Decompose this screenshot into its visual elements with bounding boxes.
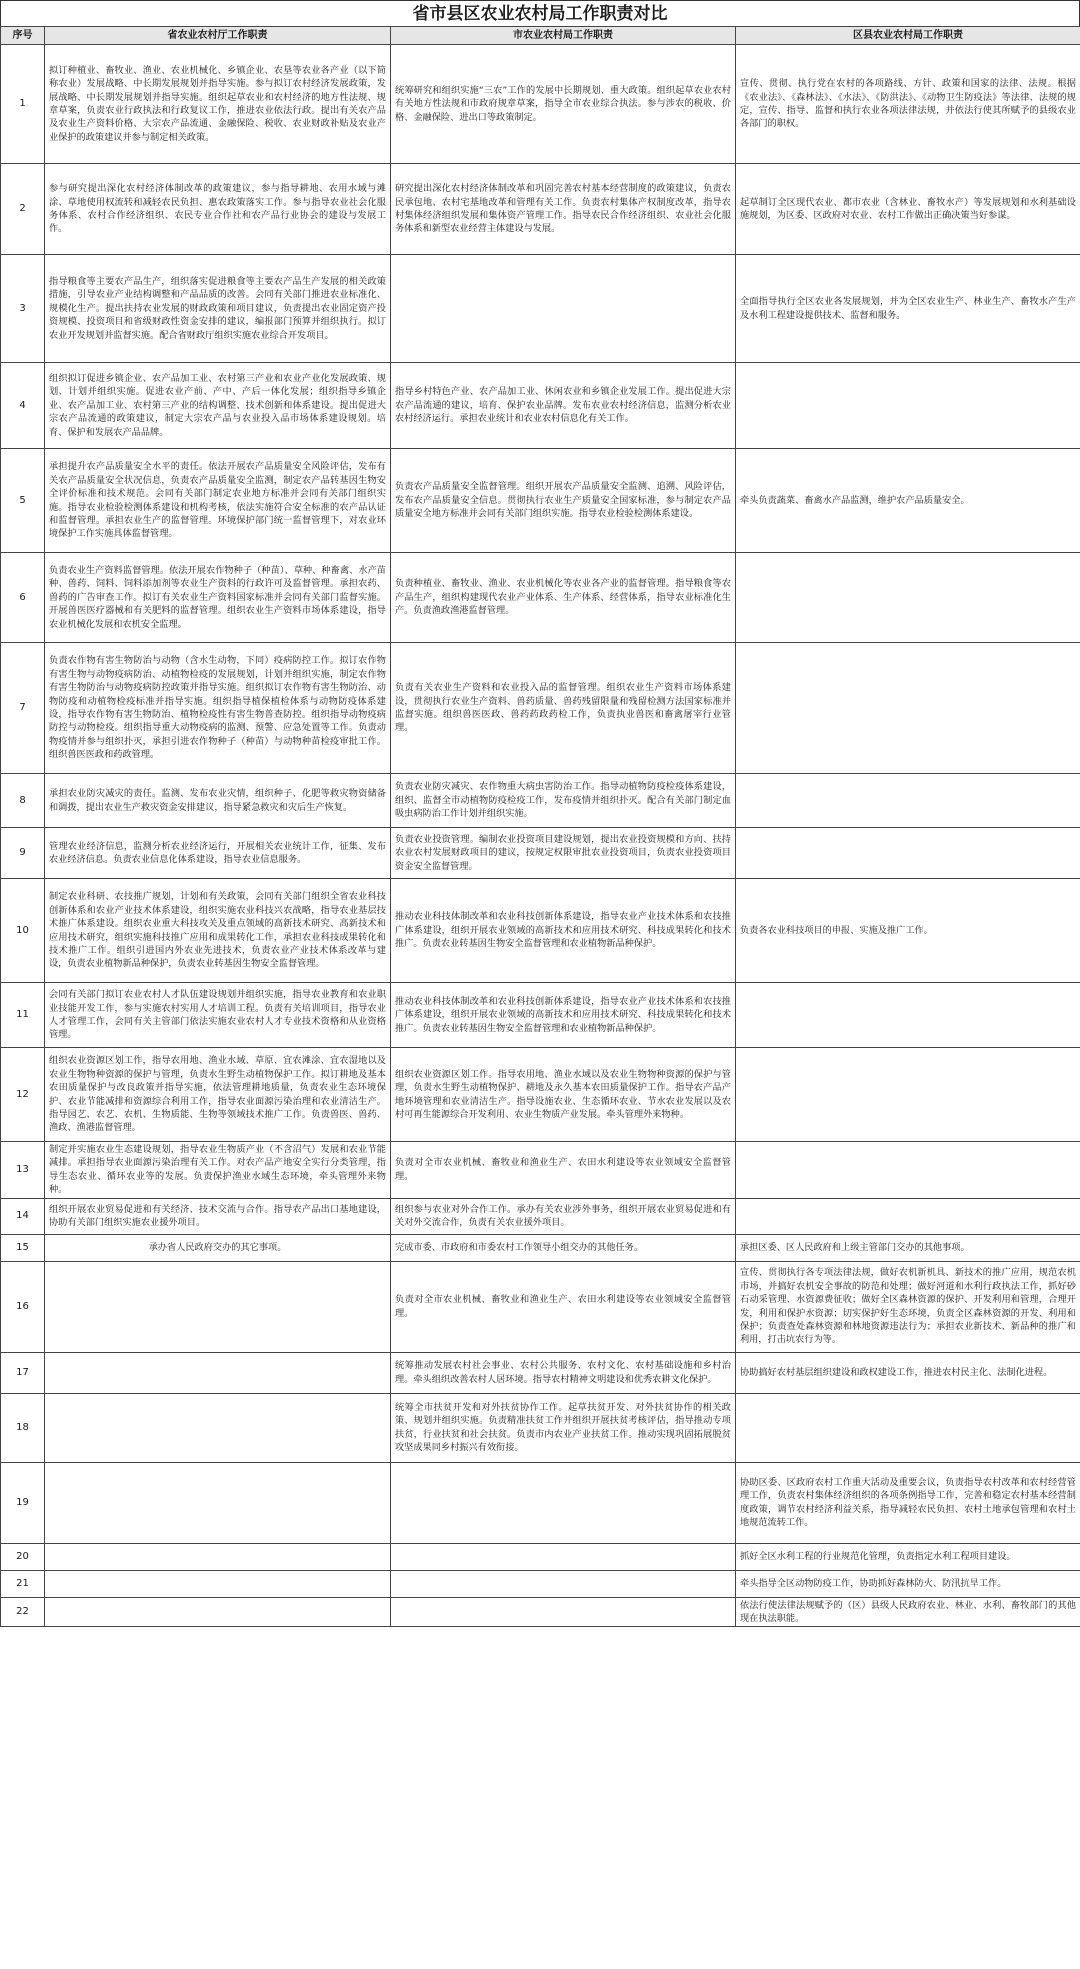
table-row [1, 774, 1080, 828]
row-number: 4 [1, 363, 45, 449]
province-duty [45, 1352, 391, 1393]
city-duty: 完成市委、市政府和市委农村工作领导小组交办的其他任务。 [391, 1234, 736, 1261]
table-row [1, 1352, 1080, 1393]
province-duty: 组织开展农业贸易促进和有关经济、技术交流与合作。指导农产品出口基地建设，协助有关部门组织实施农业援外项目。 [45, 1198, 391, 1234]
city-duty [391, 255, 736, 363]
table-row [1, 983, 1080, 1048]
province-duty [45, 1597, 391, 1627]
province-duty [45, 1261, 391, 1352]
table-row [1, 553, 1080, 643]
province-duty [45, 1393, 391, 1462]
table-row [1, 1570, 1080, 1597]
province-duty: 负责农业生产资料监督管理。依法开展农作物种子（种苗）、草种、种畜禽、水产苗种、兽药、饲料、饲料添加剂等农业生产资料的行政许可及监督管理。承担农药、兽药的广告审查工作。拟订有关农业生产资料国家标准并会同有关部门监督实施。开展兽医医疗器械和有关肥料的监督管理。组织农业生产资料市场体系建设，指导农业机械化发展和农机安全监理。 [45, 553, 391, 643]
comparison-table [0, 26, 1080, 1627]
row-number: 17 [1, 1352, 45, 1393]
province-duty [45, 1570, 391, 1597]
row-number: 20 [1, 1543, 45, 1570]
table-row [1, 1261, 1080, 1352]
city-duty: 负责有关农业生产资料和农业投入品的监督管理。组织农业生产资料市场体系建设，贯彻执行农业生产资料、兽药质量、兽药残留限量和残留检测方法国家标准并监督实施。组织兽医医政、兽药药政药检工作，负责执业兽医和畜禽屠宰行业管理。 [391, 643, 736, 774]
table-row [1, 255, 1080, 363]
table-row [1, 449, 1080, 553]
province-duty: 指导粮食等主要农产品生产，组织落实促进粮食等主要农产品生产发展的相关政策措施，引导农业产业结构调整和产品品质的改善。会同有关部门推进农业标准化、规模化生产。提出扶持农业发展的财政政策和项目建议，负责提出农业固定资产投资规模、投资项目和省级财政性资金安排的建议，编报部门预算并组织执行。拟订农业开发规划并监督实施。配合省财政厅组织实施农业综合开发项目。 [45, 255, 391, 363]
city-duty: 统筹推动发展农村社会事业、农村公共服务、农村文化、农村基础设施和乡村治理。牵头组织改善农村人居环境。指导农村精神文明建设和优秀农耕文化保护。 [391, 1352, 736, 1393]
row-number: 14 [1, 1198, 45, 1234]
table-row [1, 363, 1080, 449]
province-duty: 组织农业资源区划工作，指导农用地、渔业水域、草原、宜农滩涂、宜农湿地以及农业生物物种资源的保护与管理，负责水生野生动植物保护工作。拟订耕地及基本农田质量保护与改良政策并指导实施，依法管理耕地质量，负责农业生态环境保护、农业节能减排和资源综合利用工作，指导农业面源污染治理和农业清洁生产。指导园艺、农艺、农机、生物质能、生物等领域技术推广工作。负责兽医、兽药、渔政、渔港监督管理。 [45, 1048, 391, 1142]
city-duty: 负责农业投资管理。编制农业投资项目建设规划，提出农业投资规模和方向、扶持农业农村发展财政项目的建议，按规定权限审批农业投资项目，负责农业投资项目资金安全监督管理。 [391, 828, 736, 879]
table-row [1, 1234, 1080, 1261]
row-number: 6 [1, 553, 45, 643]
header-city: 市农业农村局工作职责 [391, 27, 736, 45]
city-duty: 指导乡村特色产业、农产品加工业、休闲农业和乡镇企业发展工作。提出促进大宗农产品流通的建议，培育、保护农业品牌。发布农业农村经济信息，监测分析农业农村经济运行。承担农业统计和农业农村信息化有关工作。 [391, 363, 736, 449]
table-row [1, 879, 1080, 983]
county-duty [736, 774, 1080, 828]
city-duty: 组织农业资源区划工作。指导农用地、渔业水域以及农业生物物种资源的保护与管理，负责水生野生动植物保护、耕地及永久基本农田质量保护工作。指导农产品产地环境管理和农业清洁生产。指导设施农业、生态循环农业、节水农业发展以及农村可再生能源综合开发利用、农业生物质产业发展。牵头管理外来物种。 [391, 1048, 736, 1142]
table-row [1, 828, 1080, 879]
province-duty: 负责农作物有害生物防治与动物（含水生动物，下同）疫病防控工作。拟订农作物有害生物与动物疫病防治、动植物检疫的发展规划，计划并组织实施，制定农作物有害生物防治与动物疫病防控政策并指导实施。组织拟订农作物有害生物防治、动物防疫和动植物检疫标准并指导实施。组织指导植保植检体系与动物防疫体系建设，指导农作物有害生物防治、植物检疫性有害生物普查防控。组织指导动物疫病防控与动物检疫。组织指导重大动物疫病的监测、预警、应急处置等工作。负责动物疫情并参与组织扑灭，承担引进农作物种子（种苗）与动物种苗检疫审批工作。组织兽医医政和药政管理。 [45, 643, 391, 774]
county-duty: 协助搞好农村基层组织建设和政权建设工作，推进农村民主化、法制化进程。 [736, 1352, 1080, 1393]
county-duty [736, 1142, 1080, 1199]
province-duty: 制定农业科研、农技推广规划，计划和有关政策，会同有关部门组织全省农业科技创新体系和农业产业技术体系建设，组织实施农业科技兴农战略，指导农业基层技术推广体系建设。组织农业重大科技攻关及重点领域的高新技术研究、高新技术和应用技术研究，组织实施科技推广应用和成果转化工作，承担农业科技成果转化和技术推广工作。组织引进国内外农业先进技术，负责农业产业技术体系改革与建设，负责农业植物新品种保护，负责农业转基因生物安全监督管理。 [45, 879, 391, 983]
city-duty: 负责对全市农业机械、畜牧业和渔业生产、农田水利建设等农业领域安全监督管理。 [391, 1142, 736, 1199]
county-duty [736, 1393, 1080, 1462]
row-number: 1 [1, 45, 45, 164]
province-duty: 承办省人民政府交办的其它事项。 [45, 1234, 391, 1261]
city-duty [391, 1570, 736, 1597]
row-number: 19 [1, 1462, 45, 1543]
row-number: 15 [1, 1234, 45, 1261]
table-row [1, 1048, 1080, 1142]
county-duty: 依法行使法律法规赋予的（区）县级人民政府农业、林业、水利、畜牧部门的其他现在执法职能。 [736, 1597, 1080, 1627]
header-county: 区县农业农村局工作职责 [736, 27, 1080, 45]
row-number: 10 [1, 879, 45, 983]
city-duty: 负责种植业、畜牧业、渔业、农业机械化等农业各产业的监督管理。指导粮食等农产品生产，组织构建现代农业产业体系、生产体系、经营体系，指导农业标准化生产。负责渔政渔港监督管理。 [391, 553, 736, 643]
row-number: 16 [1, 1261, 45, 1352]
city-duty: 研究提出深化农村经济体制改革和巩固完善农村基本经营制度的政策建议，负责农民承包地、农村宅基地改革和管理有关工作。负责农村集体产权制度改革，指导农村集体经济组织发展和集体资产管理工作。指导农民合作经济组织、农业社会化服务体系和新型农业经营主体建设与发展。 [391, 164, 736, 255]
row-number: 13 [1, 1142, 45, 1199]
county-duty [736, 363, 1080, 449]
city-duty: 负责对全市农业机械、畜牧业和渔业生产、农田水利建设等农业领域安全监督管理。 [391, 1261, 736, 1352]
province-duty [45, 1543, 391, 1570]
table-row [1, 1597, 1080, 1627]
row-number: 21 [1, 1570, 45, 1597]
county-duty: 负责各农业科技项目的申报、实施及推广工作。 [736, 879, 1080, 983]
row-number: 9 [1, 828, 45, 879]
row-number: 2 [1, 164, 45, 255]
row-number: 5 [1, 449, 45, 553]
table-row [1, 643, 1080, 774]
county-duty: 宣传、贯彻执行各专项法律法规，做好农机新机具、新技术的推广应用，规范农机市场，并搞好农机安全事故的防范和处理；做好河道和水利行政执法工作，抓好砂石动采管理、水资源费征收；做好全区森林资源的保护、开发利用和管理，合理开发，利用和保护水资源；切实保护好生态环境，负责全区森林资源的开发、利用和保护；负责查处森林资源和林地资源违法行为；承担农业新技术、新品种的推广和利用，打击坑农行为等。 [736, 1261, 1080, 1352]
province-duty: 承担农业防灾减灾的责任。监测、发布农业灾情，组织种子、化肥等救灾物资储备和调拨，提出农业生产救灾资金安排建议，指导紧急救灾和灾后生产恢复。 [45, 774, 391, 828]
table-row [1, 1462, 1080, 1543]
row-number: 12 [1, 1048, 45, 1142]
table-body [1, 45, 1080, 1627]
city-duty: 推动农业科技体制改革和农业科技创新体系建设，指导农业产业技术体系和农技推广体系建设，组织开展农业领域的高新技术和应用技术研究、科技成果转化和技术推广。负责农业转基因生物安全监督管理和农业植物新品种保护。 [391, 879, 736, 983]
province-duty: 组织拟订促进乡镇企业、农产品加工业、农村第三产业和农业产业化发展政策、规划、计划并组织实施。促进农业产前、产中、产后一体化发展；组织指导乡镇企业、农产品加工业、农村第三产业的结构调整、技术创新和体系建设。提出促进大宗农产品流通的政策建议，制定大宗农产品与农业投入品市场体系建设规划。培育、保护和发展农产品品牌。 [45, 363, 391, 449]
row-number: 22 [1, 1597, 45, 1627]
table-row [1, 164, 1080, 255]
row-number: 3 [1, 255, 45, 363]
city-duty [391, 1597, 736, 1627]
province-duty [45, 1462, 391, 1543]
header-num: 序号 [1, 27, 45, 45]
row-number: 11 [1, 983, 45, 1048]
county-duty: 起草制订全区现代农业、都市农业（含林业、畜牧水产）等发展规划和水利基础设施规划，为区委、区政府对农业、农村工作做出正确决策当好参谋。 [736, 164, 1080, 255]
table-row [1, 1142, 1080, 1199]
document-title: 省市县区农业农村局工作职责对比 [0, 0, 1080, 26]
county-duty: 牵头负责蔬菜、畜禽水产品监测，维护农产品质量安全。 [736, 449, 1080, 553]
county-duty: 全面指导执行全区农业各发展规划，并为全区农业生产、林业生产、畜牧水产生产及水利工程建设提供技术、监督和服务。 [736, 255, 1080, 363]
city-duty: 统筹研究和组织实施“三农”工作的发展中长期规划、重大政策。组织起草农业农村有关地方性法规和市政府规章草案，指导全市农业综合执法。参与涉农的税收、价格、金融保险、进出口等政策制定。 [391, 45, 736, 164]
city-duty: 负责农业防灾减灾、农作物重大病虫害防治工作。指导动植物防疫检疫体系建设，组织、监督全市动植物防疫检疫工作，发布疫情并组织扑灭。配合有关部门制定血吸虫病防治工作计划并组织实施。 [391, 774, 736, 828]
province-duty: 承担提升农产品质量安全水平的责任。依法开展农产品质量安全风险评估，发布有关农产品质量安全状况信息，负责农产品质量安全监测，制定农产品转基因生物安全评价标准和技术规范。会同有关部门制定农业地方标准并会同有关部门组织实施。指导农业检验检测体系建设和机构考核，依法实施符合安全标准的农产品认证和监督管理。承担农业生产的监督管理。环境保护部门统一监督管理下，对农业环境保护工作实施具体监督管理。 [45, 449, 391, 553]
table-row [1, 1393, 1080, 1462]
header-row [1, 27, 1080, 45]
city-duty: 统筹全市扶贫开发和对外扶贫协作工作。起草扶贫开发、对外扶贫协作的相关政策、规划并组织实施。负责精准扶贫工作并组织开展扶贫考核评估，指导推动专项扶贫，行业扶贫和社会扶贫。负责市内农业产业扶贫工作。推动实现巩固拓展脱贫攻坚成果同乡村振兴有效衔接。 [391, 1393, 736, 1462]
row-number: 8 [1, 774, 45, 828]
county-duty: 协助区委、区政府农村工作重大活动及重要会议，负责指导农村改革和农村经营管理工作，负责农村集体经济组织的各项条例指导工作，完善和稳定农村基本经营制度政策，调节农村经济利益关系，指导减轻农民负担、农村土地承包管理和农村土地规范流转工作。 [736, 1462, 1080, 1543]
county-duty: 抓好全区水利工程的行业规范化管理，负责指定水利工程项目建设。 [736, 1543, 1080, 1570]
city-duty [391, 1543, 736, 1570]
county-duty [736, 1198, 1080, 1234]
county-duty [736, 983, 1080, 1048]
province-duty: 参与研究提出深化农村经济体制改革的政策建议，参与指导耕地、农用水域与滩涂、草地使用权流转和减轻农民负担、惠农政策落实工作。参与指导农业社会化服务体系、农村合作经济组织、农民专业合作社和农产品行业协会的建设与发展工作。 [45, 164, 391, 255]
table-row [1, 1198, 1080, 1234]
row-number: 7 [1, 643, 45, 774]
province-duty: 拟订种植业、畜牧业、渔业、农业机械化、乡镇企业、农垦等农业各产业（以下简称农业）发展战略、中长期发展规划并指导实施。参与拟订农村经济发展政策，发展战略、中长期发展规划并指导实施。组织起草农业和农村经济的地方性法规、规章草案，负责农业行政执法和行政复议工作，推进农业依法行政。提出有关农产品及农业生产资料价格、大宗农产品流通、金融保险、税收、农业财政补贴及农业产业保护的政策建议并参与制定相关政策。 [45, 45, 391, 164]
province-duty: 管理农业经济信息，监测分析农业经济运行，开展相关农业统计工作，征集、发布农业经济信息。负责农业信息化体系建设，指导农业信息服务。 [45, 828, 391, 879]
province-duty: 会同有关部门拟订农业农村人才队伍建设规划并组织实施，指导农业教育和农业职业技能开发工作，参与实施农村实用人才培训工程。负责有关培训项目，指导农业人才管理工作，会同有关主管部门依法实施农业农村人才专业技术资格和从业资格管理。 [45, 983, 391, 1048]
county-duty: 承担区委、区人民政府和上级主管部门交办的其他事项。 [736, 1234, 1080, 1261]
city-duty: 推动农业科技体制改革和农业科技创新体系建设，指导农业产业技术体系和农技推广体系建设，组织开展农业领域的高新技术和应用技术研究、科技成果转化和技术推广。负责农业转基因生物安全监督管理和农业植物新品种保护。 [391, 983, 736, 1048]
county-duty: 牵头指导全区动物防疫工作，协助抓好森林防火、防汛抗旱工作。 [736, 1570, 1080, 1597]
city-duty: 负责农产品质量安全监督管理。组织开展农产品质量安全监测、追溯、风险评估，发布农产品质量安全信息。贯彻执行农业生产质量安全国家标准，参与制定农产品质量安全地方标准并会同有关部门组织实施。指导农业检验检测体系建设。 [391, 449, 736, 553]
table-row [1, 45, 1080, 164]
county-duty [736, 553, 1080, 643]
table-row [1, 1543, 1080, 1570]
county-duty [736, 828, 1080, 879]
city-duty [391, 1462, 736, 1543]
county-duty: 宣传、贯彻、执行党在农村的各项路线、方针、政策和国家的法律、法规。根据《农业法》、《森林法》、《水法》、《防洪法》、《动物卫生防疫法》等法律、法规的规定，宣传、指导、监督和执行农业各项法律法规，并依法行使其所赋予的县级农业各部门的职权。 [736, 45, 1080, 164]
county-duty [736, 643, 1080, 774]
city-duty: 组织参与农业对外合作工作。承办有关农业涉外事务，组织开展农业贸易促进和有关对外交流合作，负责有关农业援外项目。 [391, 1198, 736, 1234]
row-number: 18 [1, 1393, 45, 1462]
county-duty [736, 1048, 1080, 1142]
province-duty: 制定并实施农业生态建设规划，指导农业生物质产业（不含沼气）发展和农业节能减排。承担指导农业面源污染治理有关工作。对农产品产地安全实行分类管理，指导生态农业、循环农业等的发展。负责保护渔业水域生态环境，牵头管理外来物种。 [45, 1142, 391, 1199]
header-province: 省农业农村厅工作职责 [45, 27, 391, 45]
